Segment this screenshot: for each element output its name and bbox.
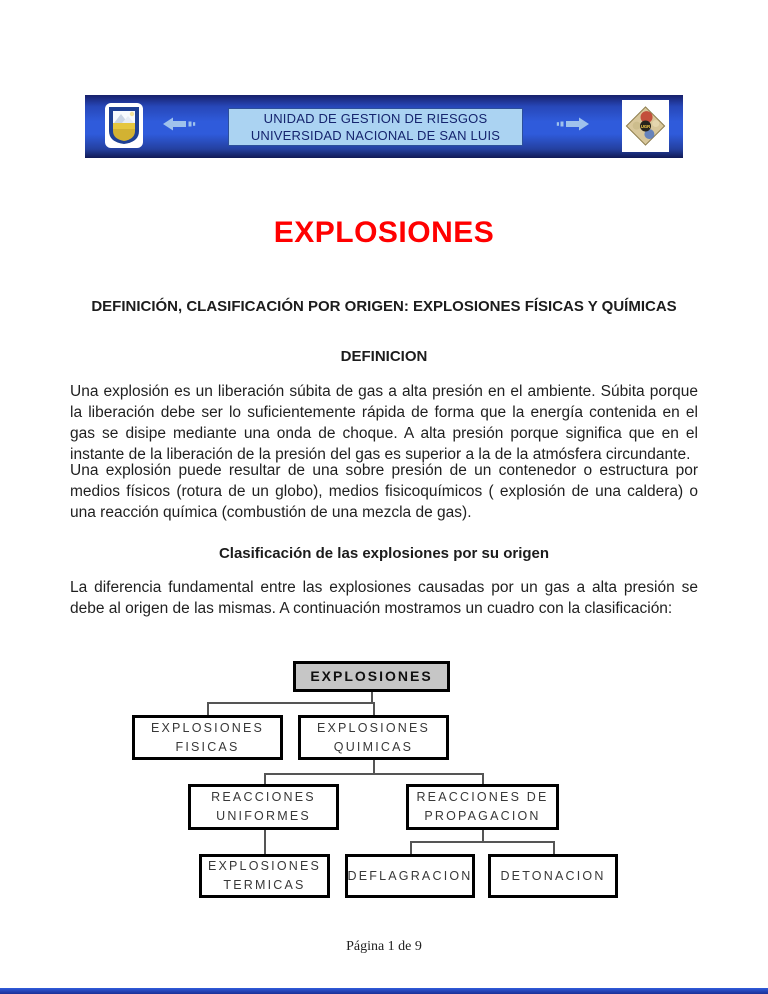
page-number-label: Página 1 de 9 [346,939,422,954]
flowchart-node-reacciones-de-propagacion: REACCIONES DE PROPAGACION [406,784,559,830]
connector-line [482,830,484,841]
ugr-logo-text: UGR [640,123,651,129]
flowchart-node-explosiones-quimicas: EXPLOSIONES QUIMICAS [298,715,449,760]
connector-line [410,841,554,843]
connector-line [373,760,375,773]
arrow-left-icon [163,116,199,137]
ugr-hazard-diamond-logo-icon [622,100,669,152]
connector-line [371,692,373,702]
banner-line-1: UNIDAD DE GESTION DE RIESGOS [263,111,488,126]
page-title: EXPLOSIONES [273,216,495,249]
connector-line [264,773,483,775]
connector-line [207,702,374,704]
banner-title-box [228,108,523,146]
flowchart-node-reacciones-uniformes: REACCIONES UNIFORMES [188,784,339,830]
flowchart-node-explosiones: EXPLOSIONES [293,661,450,692]
flowchart-node-deflagracion: DEFLAGRACION [345,854,475,898]
paragraph-definition-1: Una explosión es un liberación súbita de gas a alta presión en el ambiente. Súbita porque la liberación debe ser lo suficientemente rápida de forma que la energía contenida en el gas se disipe mediante una onda de choque. A alta presión porque significa que en el instante de la liberación de la presión del gas es superior a la de la atmósfera circundante. [70,383,698,463]
connector-line [373,702,375,715]
document-subtitle: DEFINICIÓN, CLASIFICACIÓN POR ORIGEN: EXPLOSIONES FÍSICAS Y QUÍMICAS [91,298,677,315]
connector-line [553,841,555,854]
connector-line [410,841,412,854]
clasificacion-heading: Clasificación de las explosiones por su origen [218,545,550,562]
banner-line-2: UNIVERSIDAD NACIONAL DE SAN LUIS [250,128,501,143]
connector-line [482,773,484,784]
flowchart-node-explosiones-termicas: EXPLOSIONES TERMICAS [199,854,330,898]
unsl-shield-icon [108,106,140,145]
flowchart-node-detonacion: DETONACION [488,854,618,898]
footer-bar [0,988,768,994]
definicion-heading: DEFINICION [340,348,428,365]
connector-line [264,773,266,784]
header-banner [85,95,683,158]
paragraph-clasificacion: La diferencia fundamental entre las explosiones causadas por un gas a alta presión se debe al origen de las mismas. A continuación mostramos un cuadro con la clasificación: [70,579,698,617]
unsl-shield-logo-icon [105,103,143,148]
arrow-right-icon [553,116,589,137]
connector-line [207,702,209,715]
paragraph-definition-2: Una explosión puede resultar de una sobre presión de un contenedor o estructura por medios físicos (rotura de un globo), medios fisicoquímicos ( explosión de una caldera) o una reacción química (combustión de una mezcla de gas). [70,462,698,521]
flowchart-node-explosiones-fisicas: EXPLOSIONES FISICAS [132,715,283,760]
classification-flowchart [0,655,768,915]
connector-line [264,830,266,854]
